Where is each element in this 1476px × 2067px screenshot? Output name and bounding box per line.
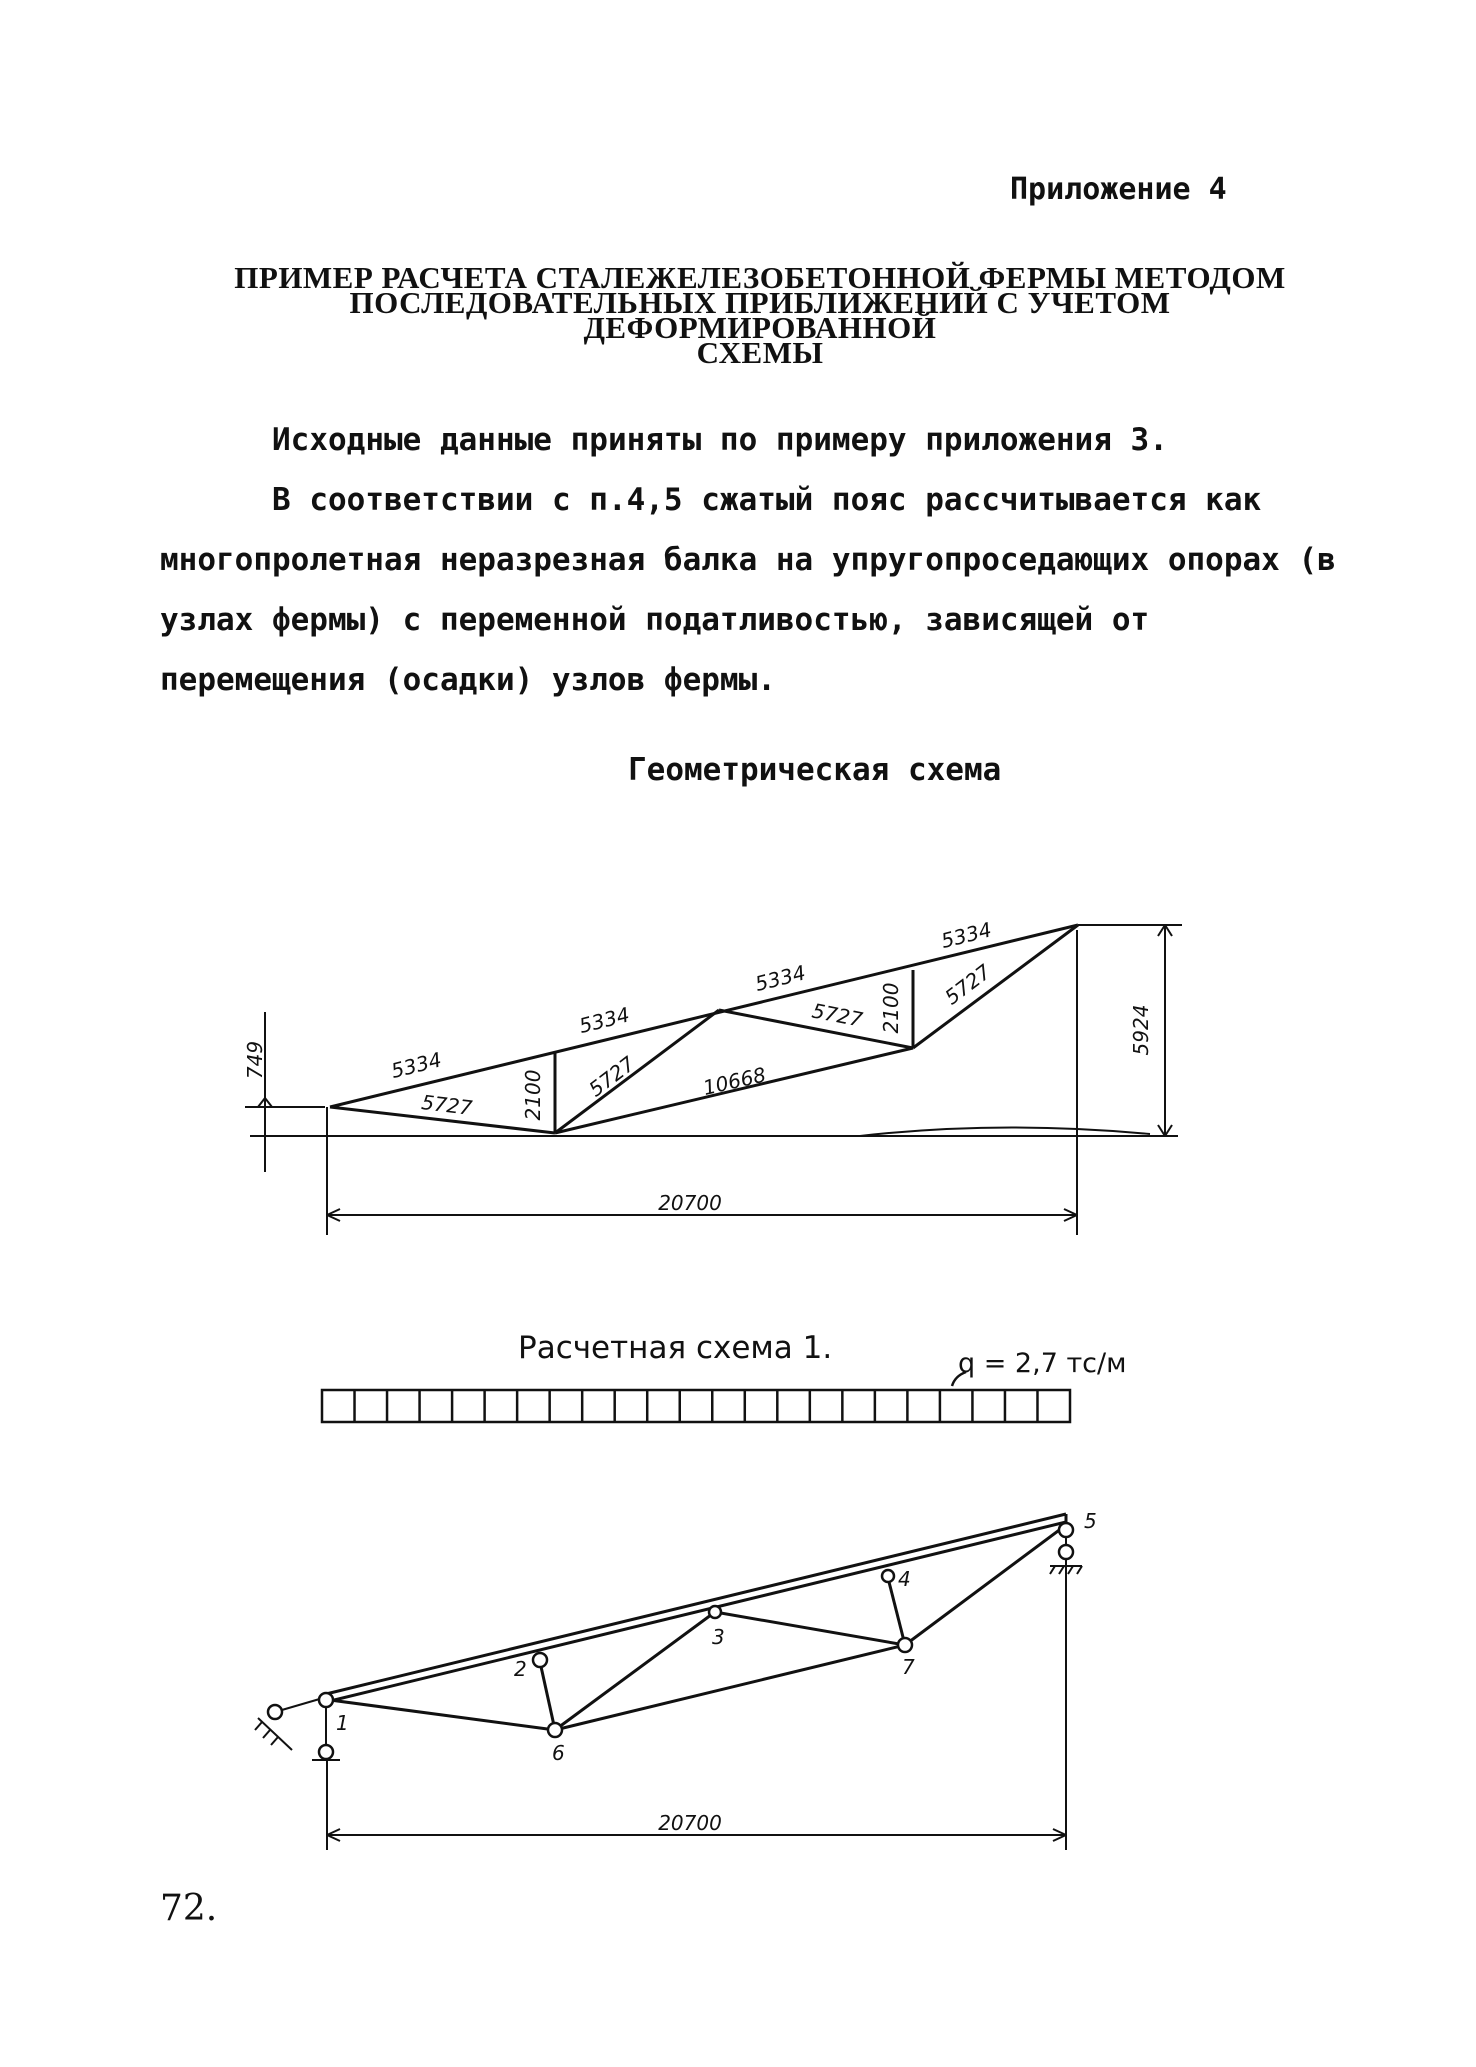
calc-bottom-chord-middle (555, 1645, 905, 1730)
geometric-scheme-title: Геометрическая схема (628, 752, 1002, 788)
node-label-5: 5 (1084, 1509, 1097, 1533)
hinge-right-support (1059, 1545, 1073, 1559)
base-arc (860, 1127, 1150, 1136)
node-label-1: 1 (336, 1711, 349, 1735)
hinge-node-4 (882, 1570, 894, 1582)
calc-top-chord-b (326, 1522, 1066, 1702)
node-label-2: 2 (514, 1657, 527, 1681)
dim-vertical-2: 2100 (879, 982, 903, 1034)
calc-hinges (268, 1523, 1073, 1759)
calc-diagonal-3 (555, 1612, 715, 1730)
calc-node-labels (336, 1509, 1097, 1765)
hinge-left-support (268, 1705, 282, 1719)
load-label: q = 2,7 тс/м (958, 1348, 1127, 1379)
calc-diagonal-3-7 (715, 1612, 905, 1645)
dim-bottom-long: 10668 (700, 1062, 769, 1101)
dim-top-chord-4: 5334 (938, 917, 994, 954)
calc-truss (255, 1514, 1082, 1850)
dim-bottom-left: 5727 (420, 1090, 474, 1121)
hinge-left-support-lower (319, 1745, 333, 1759)
paragraph-method: В соответствии с п.4,5 сжатый пояс рассчитывается как многопролетная неразрезная балка на упругопроседающих опорах (в узлах фермы) с переменной податливостью, зависящей от перемещения (осадки) узлов фермы. (160, 482, 1336, 698)
dim-left-height: 749 (243, 1040, 267, 1080)
calc-dim-span: 20700 (658, 1811, 722, 1835)
hinge-node-7 (898, 1638, 912, 1652)
page-number: 72. (160, 1888, 218, 1929)
node-label-4: 4 (898, 1567, 911, 1591)
hinge-node-1 (319, 1693, 333, 1707)
title-line-2: ПОСЛЕДОВАТЕЛЬНЫХ ПРИБЛИЖЕНИЙ С УЧЕТОМ ДЕФОРМИРОВАННОЙ (349, 285, 1171, 345)
calc-top-chord-a (326, 1514, 1066, 1694)
paragraph-initial-data: Исходные данные приняты по примеру приложения 3. (272, 422, 1168, 458)
title-line-3: СХЕМЫ (696, 335, 824, 370)
hinge-node-2 (533, 1653, 547, 1667)
calc-vertical-2 (540, 1662, 555, 1730)
geometric-dimensions (243, 917, 1153, 1215)
left-support-hatch-line (258, 1718, 292, 1750)
dim-top-chord-2: 5334 (576, 1002, 632, 1039)
title-line-1: ПРИМЕР РАСЧЕТА СТАЛЕЖЕЛЕЗОБЕТОННОЙ ФЕРМЫ МЕТОДОМ (234, 260, 1286, 295)
dim-diagonal-3: 5727 (940, 959, 996, 1010)
calc-bottom-chord-left (330, 1700, 555, 1730)
hinge-node-6 (548, 1723, 562, 1737)
node-label-7: 7 (902, 1655, 915, 1679)
dim-top-chord-3: 5334 (752, 960, 808, 997)
dim-diagonal-2: 5727 (810, 998, 865, 1032)
load-ticks (355, 1390, 1038, 1422)
hinge-node-5 (1059, 1523, 1073, 1537)
load-box (322, 1390, 1070, 1422)
dim-right-height: 5924 (1129, 1004, 1153, 1056)
hinge-node-3 (709, 1606, 721, 1618)
dim-span: 20700 (658, 1191, 722, 1215)
node-label-6: 6 (552, 1741, 565, 1765)
appendix-label: Приложение 4 (1010, 172, 1227, 207)
dim-vertical-1: 2100 (521, 1069, 545, 1121)
distributed-load (322, 1372, 1070, 1422)
diagonal-3 (913, 925, 1078, 1048)
dim-diagonal-1: 5727 (584, 1051, 640, 1102)
dim-top-chord-1: 5334 (388, 1047, 444, 1084)
node-label-3: 3 (712, 1625, 725, 1649)
calc-scheme-title: Расчетная схема 1. (518, 1330, 833, 1366)
